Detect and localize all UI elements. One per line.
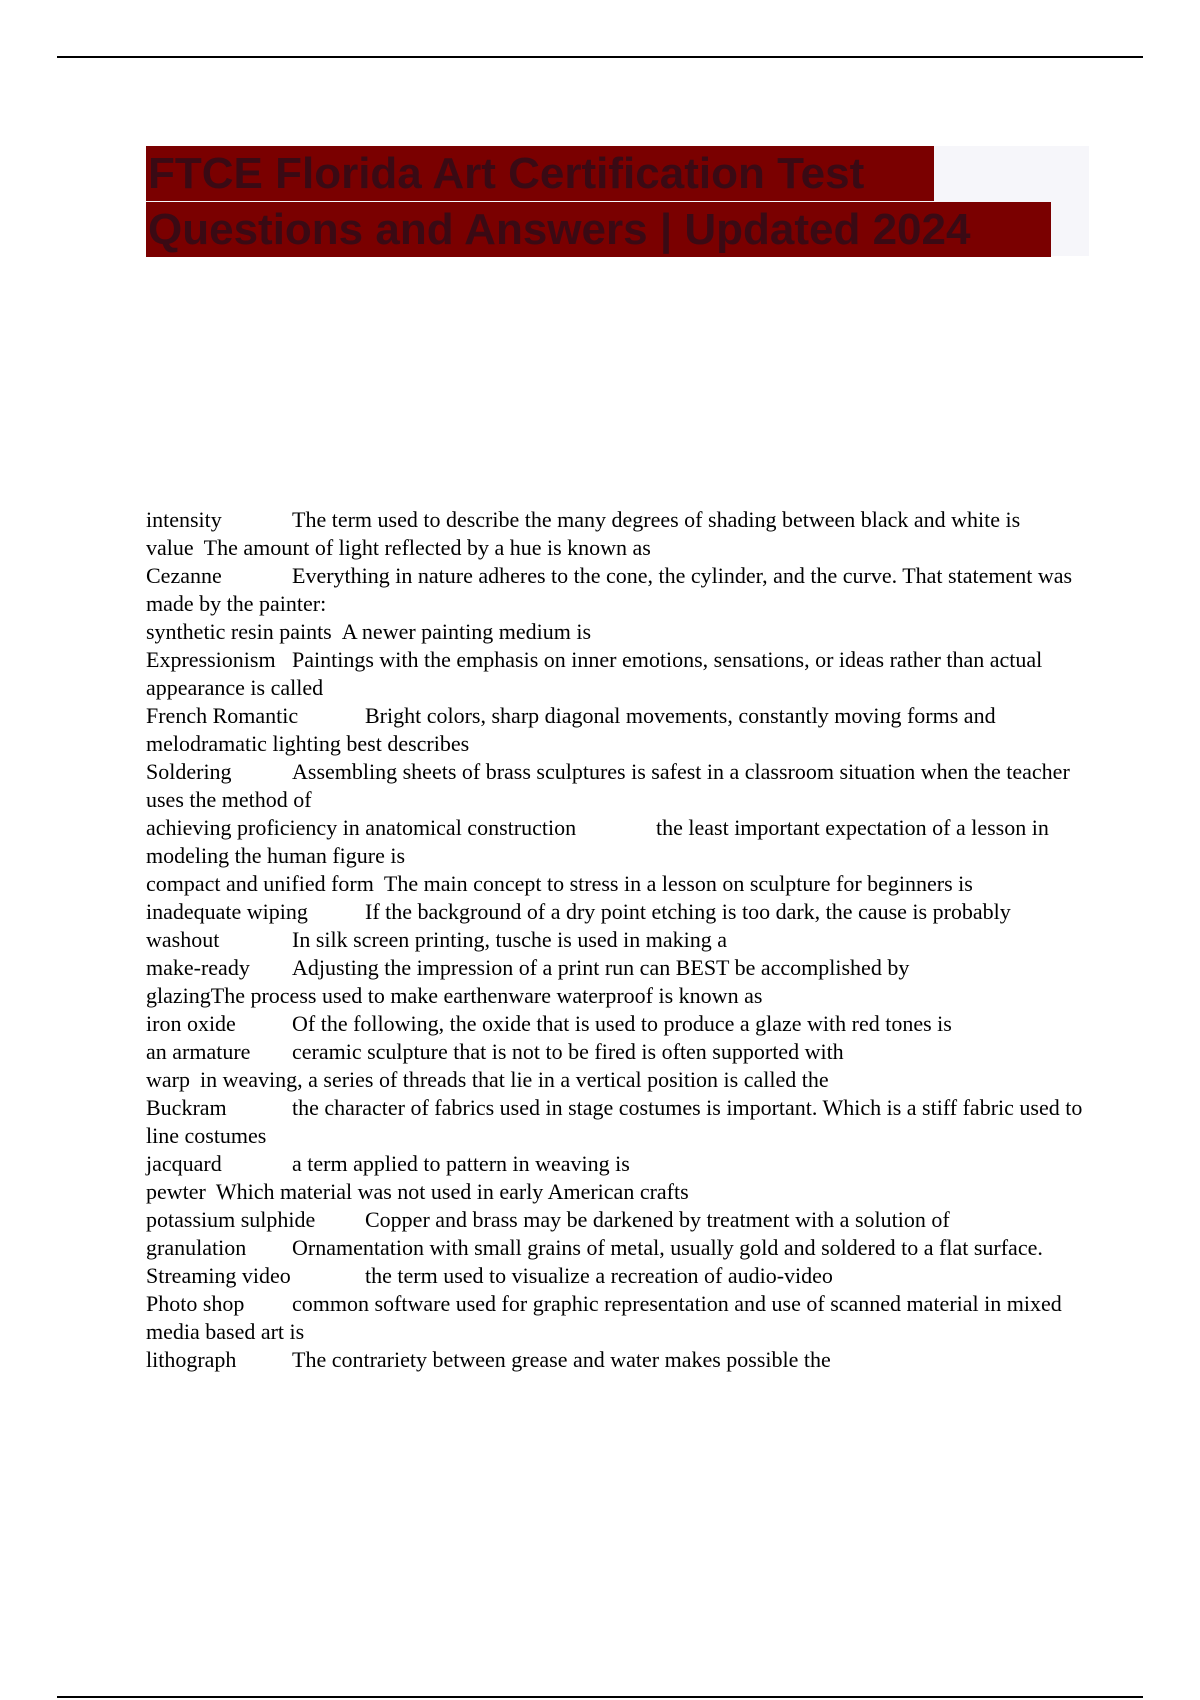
qa-definition: the least important expectation of a lesson in modeling the human figure is <box>146 815 1049 868</box>
qa-term: Streaming video <box>146 1263 291 1288</box>
qa-definition: the character of fabrics used in stage costumes is important. Which is a stiff fabric used to line costumes <box>146 1095 1083 1148</box>
qa-term: compact and unified form <box>146 871 374 896</box>
qa-item <box>146 898 1086 926</box>
qa-term: Buckram <box>146 1095 227 1120</box>
qa-item <box>146 954 1086 982</box>
qa-definition: The amount of light reflected by a hue is known as <box>203 535 651 560</box>
qa-definition: Adjusting the impression of a print run can BEST be accomplished by <box>292 955 910 980</box>
qa-item <box>146 870 1086 898</box>
qa-item <box>146 1346 1086 1374</box>
qa-definition: If the background of a dry point etching is too dark, the cause is probably <box>365 899 1011 924</box>
qa-term: inadequate wiping <box>146 899 308 924</box>
qa-definition: Of the following, the oxide that is used to produce a glaze with red tones is <box>292 1011 952 1036</box>
document-title-line-2: Questions and Answers | Updated 2024 <box>146 202 1051 257</box>
qa-definition: Which material was not used in early American crafts <box>215 1179 689 1204</box>
qa-item <box>146 618 1086 646</box>
qa-term: Cezanne <box>146 563 222 588</box>
qa-term: warp <box>146 1067 190 1092</box>
qa-item <box>146 1066 1086 1094</box>
qa-definition: common software used for graphic representation and use of scanned material in mixed media based art is <box>146 1291 1062 1344</box>
qa-term: Expressionism <box>146 647 276 672</box>
qa-term: potassium sulphide <box>146 1207 316 1232</box>
title-banner <box>146 146 1089 256</box>
qa-term: an armature <box>146 1039 251 1064</box>
qa-term: glazing <box>146 983 211 1008</box>
qa-item <box>146 562 1086 618</box>
qa-definition: the term used to visualize a recreation of audio-video <box>365 1263 833 1288</box>
qa-definition: In silk screen printing, tusche is used in making a <box>292 927 728 952</box>
qa-item <box>146 1010 1086 1038</box>
qa-definition: ceramic sculpture that is not to be fired is often supported with <box>292 1039 844 1064</box>
qa-item <box>146 1290 1086 1346</box>
qa-item <box>146 758 1086 814</box>
qa-term: make-ready <box>146 955 250 980</box>
qa-item <box>146 646 1086 702</box>
qa-item <box>146 1150 1086 1178</box>
qa-definition: Everything in nature adheres to the cone, the cylinder, and the curve. That statement was made by the painter: <box>146 563 1073 616</box>
qa-item <box>146 506 1086 534</box>
qa-term: jacquard <box>146 1151 222 1176</box>
qa-definition: The main concept to stress in a lesson on sculpture for beginners is <box>383 871 973 896</box>
qa-term: washout <box>146 927 220 952</box>
qa-item <box>146 1094 1086 1150</box>
qa-definition: Bright colors, sharp diagonal movements, constantly moving forms and melodramatic lighting best describes <box>146 703 996 756</box>
qa-term: French Romantic <box>146 703 299 728</box>
qa-term: pewter <box>146 1179 206 1204</box>
qa-term: intensity <box>146 507 222 532</box>
qa-term: lithograph <box>146 1347 237 1372</box>
qa-definition: in weaving, a series of threads that lie in a vertical position is called the <box>199 1067 829 1092</box>
qa-term: synthetic resin paints <box>146 619 332 644</box>
qa-item <box>146 1234 1086 1262</box>
qa-definition: Copper and brass may be darkened by treatment with a solution of <box>365 1207 950 1232</box>
bottom-rule <box>57 1696 1143 1698</box>
qa-term: iron oxide <box>146 1011 236 1036</box>
qa-definition: A newer painting medium is <box>341 619 592 644</box>
qa-item <box>146 926 1086 954</box>
qa-definition: The contrariety between grease and water makes possible the <box>292 1347 831 1372</box>
qa-term: granulation <box>146 1235 247 1260</box>
document-title-line-1: FTCE Florida Art Certification Test <box>146 146 934 201</box>
qa-list <box>146 506 1086 1374</box>
qa-term: value <box>146 535 194 560</box>
qa-definition: The term used to describe the many degrees of shading between black and white is <box>292 507 1021 532</box>
qa-term: achieving proficiency in anatomical construction <box>146 815 577 840</box>
qa-term: Soldering <box>146 759 232 784</box>
qa-definition: Assembling sheets of brass sculptures is safest in a classroom situation when the teacher uses the method of <box>146 759 1070 812</box>
qa-item <box>146 702 1086 758</box>
qa-definition: a term applied to pattern in weaving is <box>292 1151 630 1176</box>
qa-item <box>146 1178 1086 1206</box>
qa-definition: Ornamentation with small grains of metal, usually gold and soldered to a flat surface. <box>292 1235 1043 1260</box>
qa-item <box>146 1206 1086 1234</box>
qa-definition: The process used to make earthenware waterproof is known as <box>210 983 763 1008</box>
top-rule <box>57 56 1143 58</box>
qa-item <box>146 814 1086 870</box>
qa-item <box>146 1262 1086 1290</box>
qa-item <box>146 982 1086 1010</box>
qa-item <box>146 534 1086 562</box>
qa-item <box>146 1038 1086 1066</box>
qa-term: Photo shop <box>146 1291 245 1316</box>
qa-definition: Paintings with the emphasis on inner emotions, sensations, or ideas rather than actual appearance is called <box>146 647 1043 700</box>
